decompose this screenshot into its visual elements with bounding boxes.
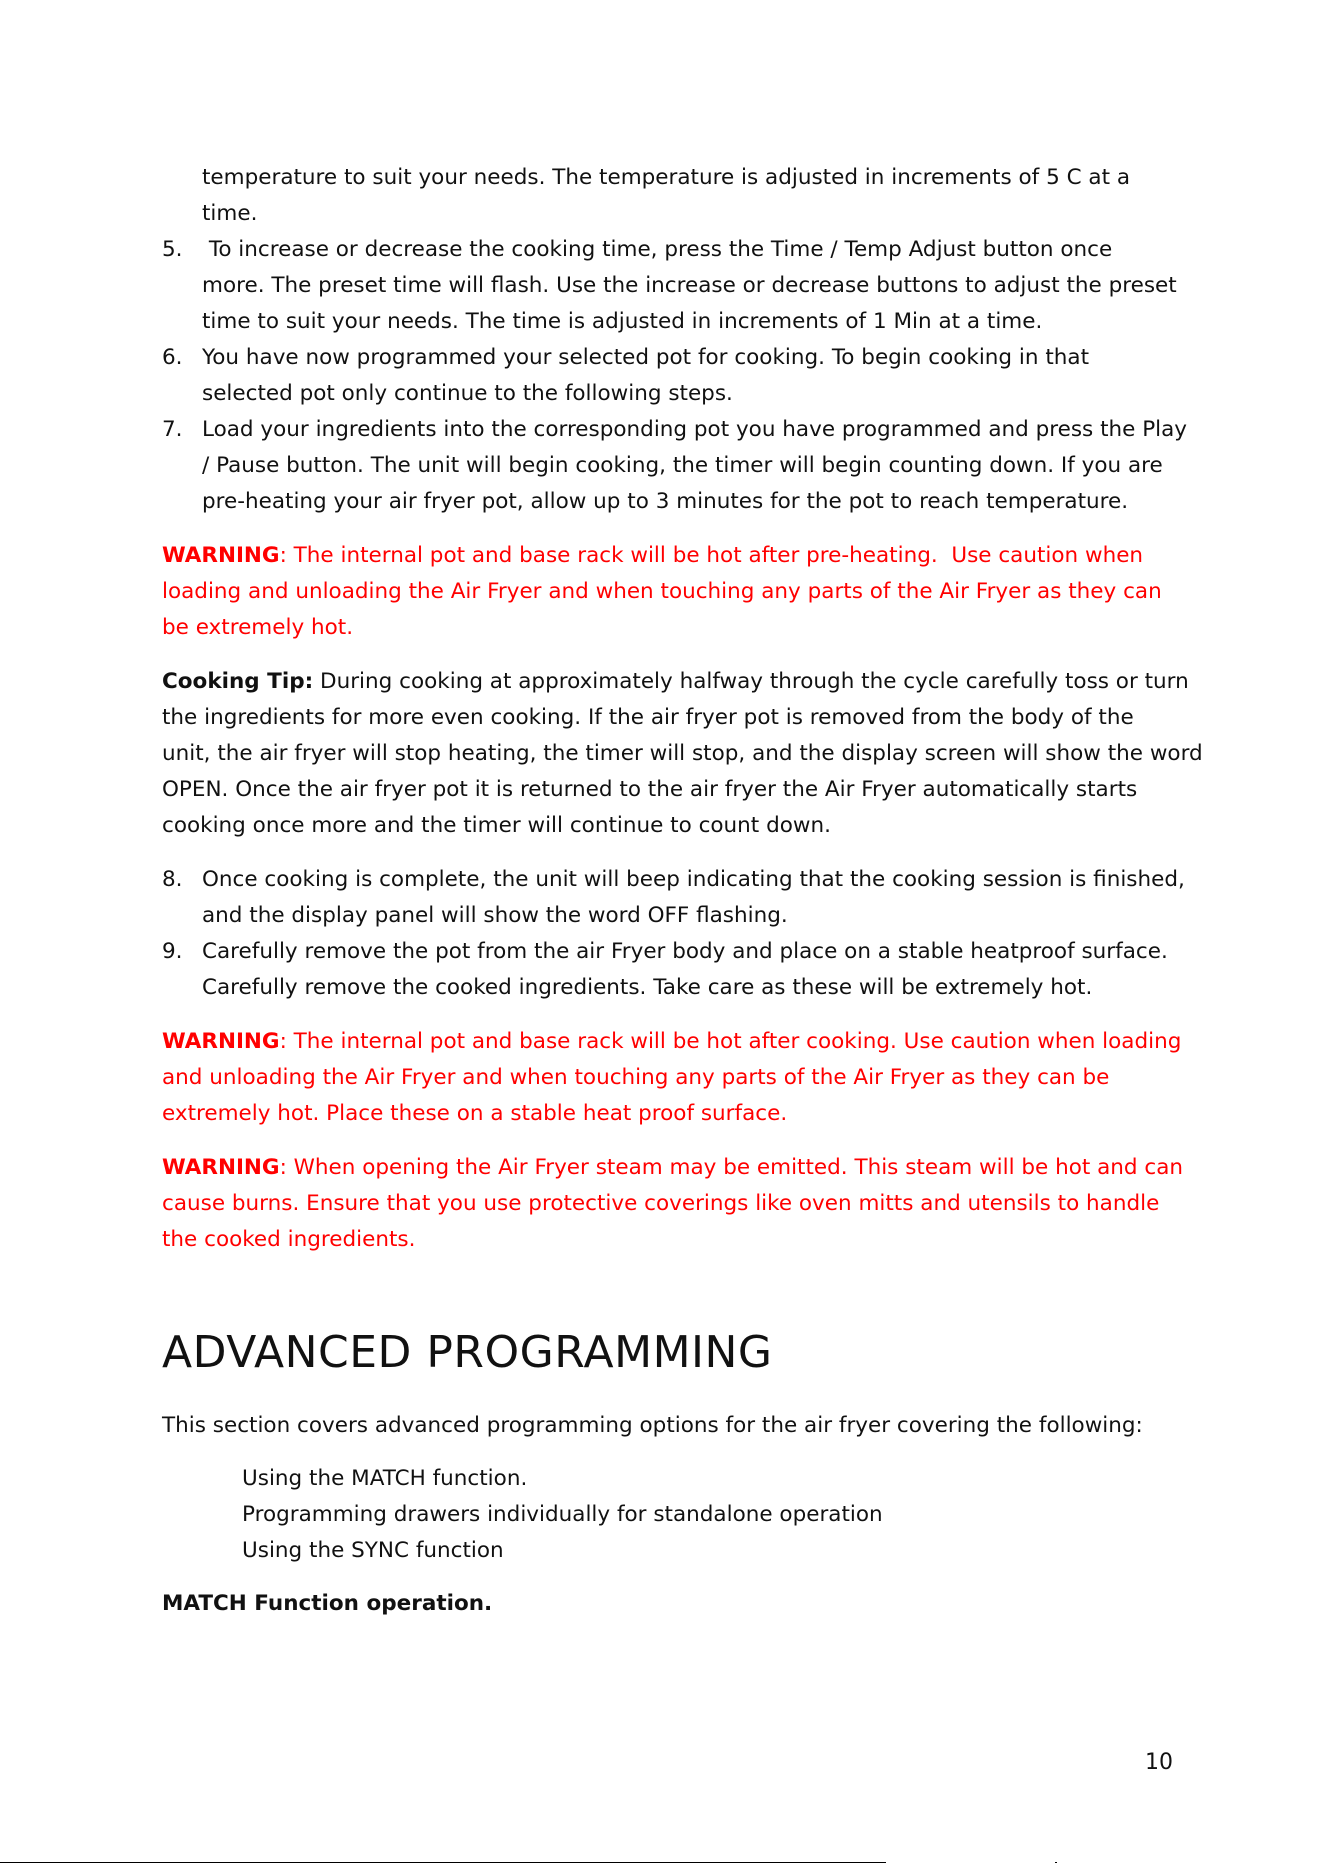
warning-2 xyxy=(162,1024,1182,1060)
step-4-line-2: time. xyxy=(202,201,258,226)
step-7-number: 7. xyxy=(162,417,183,442)
step-6 xyxy=(162,340,1172,376)
step-5-number: 5. xyxy=(162,237,183,262)
step-5-line-3: time to suit your needs. The time is adjusted in increments of 1 Min at a time. xyxy=(202,309,1043,334)
warning-2-line-3: extremely hot. Place these on a stable heat proof surface. xyxy=(162,1101,788,1126)
warning-1-line-2: loading and unloading the Air Fryer and when touching any parts of the Air Fryer as they can xyxy=(162,579,1162,604)
section-title: ADVANCED PROGRAMMING xyxy=(162,1327,773,1378)
warning-3-line-1: : When opening the Air Fryer steam may be emitted. This steam will be hot and can xyxy=(279,1155,1184,1180)
step-5 xyxy=(162,232,1172,268)
manual-page-body xyxy=(162,160,1203,1622)
list-item: Using the MATCH function. xyxy=(242,1466,528,1491)
step-8-line-1: Once cooking is complete, the unit will beep indicating that the cooking session is finished, xyxy=(202,867,1185,892)
step-8-number: 8. xyxy=(162,867,183,892)
step-9-line-1: Carefully remove the pot from the air Fryer body and place on a stable heatproof surface. xyxy=(202,939,1168,964)
warning-2-label: WARNING xyxy=(162,1029,280,1054)
warning-3-line-2: cause burns. Ensure that you use protective coverings like oven mitts and utensils to handle xyxy=(162,1191,1160,1216)
step-4-line-1: temperature to suit your needs. The temperature is adjusted in increments of 5 C at a xyxy=(202,165,1131,190)
warning-1-line-1: : The internal pot and base rack will be hot after pre-heating. Use caution when xyxy=(279,543,1144,568)
warning-1-line-3: be extremely hot. xyxy=(162,615,354,640)
step-7-line-2: / Pause button. The unit will begin cooking, the timer will begin counting down. If you are xyxy=(202,453,1163,478)
step-6-line-1: You have now programmed your selected pot for cooking. To begin cooking in that xyxy=(202,345,1090,370)
cooking-tip-label: Cooking Tip: xyxy=(162,669,314,694)
match-subheading: MATCH Function operation. xyxy=(162,1591,493,1616)
feature-list xyxy=(162,1461,1172,1569)
warning-2-line-1: : The internal pot and base rack will be hot after cooking. Use caution when loading xyxy=(279,1029,1182,1054)
step-5-line-1: To increase or decrease the cooking time, press the Time / Temp Adjust button once xyxy=(202,237,1113,262)
step-7 xyxy=(162,412,1188,448)
cooking-tip-line-4: OPEN. Once the air fryer pot it is returned to the air fryer the Air Fryer automatically starts xyxy=(162,777,1138,802)
cooking-tip-line-2: the ingredients for more even cooking. If the air fryer pot is removed from the body of the xyxy=(162,705,1134,730)
list-item: Using the SYNC function xyxy=(242,1538,504,1563)
cooking-tip xyxy=(162,664,1189,700)
step-6-line-2: selected pot only continue to the following steps. xyxy=(202,381,733,406)
step-7-line-3: pre-heating your air fryer pot, allow up to 3 minutes for the pot to reach temperature. xyxy=(202,489,1129,514)
step-8-line-2: and the display panel will show the word OFF flashing. xyxy=(202,903,788,928)
step-9-number: 9. xyxy=(162,939,183,964)
step-9-line-2: Carefully remove the cooked ingredients. Take care as these will be extremely hot. xyxy=(202,975,1093,1000)
warning-1 xyxy=(162,538,1172,574)
page-number: 10 xyxy=(1145,1750,1173,1775)
footer-tick xyxy=(1055,1862,1057,1863)
step-5-line-2: more. The preset time will flash. Use the increase or decrease buttons to adjust the preset xyxy=(202,273,1177,298)
warning-2-line-2: and unloading the Air Fryer and when touching any parts of the Air Fryer as they can be xyxy=(162,1065,1110,1090)
cooking-tip-line-3: unit, the air fryer will stop heating, the timer will stop, and the display screen will show the word xyxy=(162,741,1203,766)
cooking-tip-line-1: During cooking at approximately halfway through the cycle carefully toss or turn xyxy=(313,669,1189,694)
warning-3 xyxy=(162,1150,1184,1186)
warning-3-label: WARNING xyxy=(162,1155,280,1180)
step-8 xyxy=(162,862,1185,898)
step-6-number: 6. xyxy=(162,345,183,370)
warning-1-label: WARNING xyxy=(162,543,280,568)
footer-rule xyxy=(0,1862,886,1863)
list-item: Programming drawers individually for standalone operation xyxy=(242,1502,883,1527)
step-7-line-1: Load your ingredients into the corresponding pot you have programmed and press the Play xyxy=(202,417,1188,442)
step-9 xyxy=(162,934,1172,970)
cooking-tip-line-5: cooking once more and the timer will continue to count down. xyxy=(162,813,831,838)
section-intro: This section covers advanced programming options for the air fryer covering the following: xyxy=(162,1413,1143,1438)
warning-3-line-3: the cooked ingredients. xyxy=(162,1227,416,1252)
